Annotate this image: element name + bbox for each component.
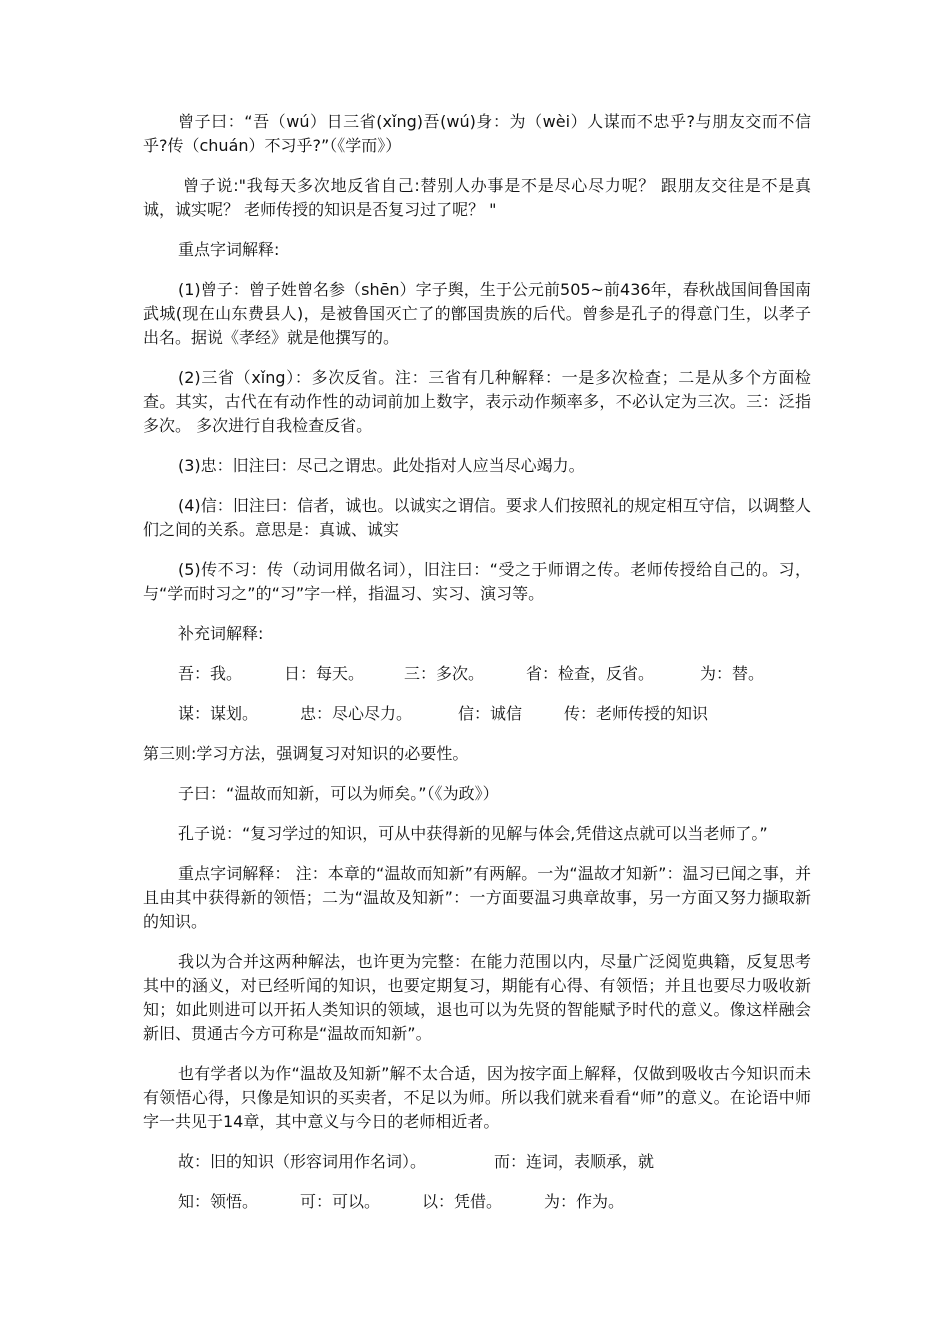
definition-term: 信：诚信 bbox=[458, 704, 523, 723]
paragraph-note-5: (5)传不习：传（动词用做名词），旧注曰：“受之于师谓之传。老师传授给自己的。习，与“学而时习之”的“习”字一样，指温习、实习、演习等。 bbox=[143, 560, 811, 603]
definition-term: 省：检查，反省。 bbox=[526, 664, 655, 683]
definition-row-3 bbox=[143, 1150, 811, 1174]
definition-row-1 bbox=[143, 662, 811, 686]
definition-term: 三：多次。 bbox=[404, 664, 485, 683]
paragraph-note-4: (4)信：旧注曰：信者，诚也。以诚实之谓信。要求人们按照礼的规定相互守信，以调整人们之间的关系。意思是：真诚、诚实 bbox=[143, 496, 811, 539]
paragraph-commentary-1: 我以为合并这两种解法，也许更为完整：在能力范围以内，尽量广泛阅览典籍，反复思考其中的涵义，对已经听闻的知识，也要定期复习，期能有心得、有领悟；并且也要尽力吸收新知；如此则进可以开拓人类知识的领域，退也可以为先贤的智能赋予时代的意义。像这样融会新旧、贯通古今方可称是“温故而知新”。 bbox=[143, 952, 811, 1043]
definition-term: 以：凭借。 bbox=[422, 1192, 503, 1211]
definition-term: 忠：尽心尽力。 bbox=[300, 704, 413, 723]
definition-term: 可：可以。 bbox=[300, 1192, 381, 1211]
paragraph-translation-confucius: 孔子说：“复习学过的知识，可从中获得新的见解与体会,凭借这点就可以当老师了。” bbox=[178, 824, 768, 843]
paragraph-note-1: (1)曾子：曾子姓曾名参（shēn）字子舆，生于公元前505~前436年，春秋战国间鲁国南武城(现在山东费县人)，是被鲁国灭亡了的鄫国贵族的后代。曾参是孔子的得意门生，以孝子出名。据说《孝经》就是他撰写的。 bbox=[143, 280, 811, 347]
definition-term: 日：每天。 bbox=[284, 664, 365, 683]
definition-term: 谋：谋划。 bbox=[178, 704, 259, 723]
paragraph-section-three: 第三则:学习方法，强调复习对知识的必要性。 bbox=[143, 744, 469, 763]
paragraph-heading-key-words: 重点字词解释: bbox=[178, 240, 280, 259]
paragraph-quote-confucius: 子曰：“温故而知新，可以为师矣。”（《为政》） bbox=[178, 784, 499, 803]
definition-term: 故：旧的知识（形容词用作名词）。 bbox=[178, 1152, 427, 1171]
definition-row-4 bbox=[143, 1190, 811, 1214]
paragraph-commentary-2: 也有学者以为作“温故及知新”解不太合适，因为按字面上解释，仅做到吸收古今知识而未有领悟心得，只像是知识的买卖者，不足以为师。所以我们就来看看“师”的意义。在论语中师字一共见于14章，其中意义与今日的老师相近者。 bbox=[143, 1064, 811, 1131]
paragraph-note-3: (3)忠：旧注曰：尽己之谓忠。此处指对人应当尽心竭力。 bbox=[178, 456, 585, 475]
definition-term: 吾：我。 bbox=[178, 664, 243, 683]
paragraph-translation-zengzi: 曾子说:"我每天多次地反省自己:替别人办事是不是尽心尽力呢？ 跟朋友交往是不是真诚，诚实呢？ 老师传授的知识是否复习过了呢？ " bbox=[143, 176, 811, 219]
paragraph-quote-zengzi: 曾子曰：“吾（wú）日三省(xǐng)吾(wú)身：为（wèi）人谋而不忠乎?与朋友交而不信乎?传（chuán）不习乎?”（《学而》） bbox=[143, 112, 811, 155]
definition-term: 为：作为。 bbox=[544, 1192, 625, 1211]
definition-term: 为：替。 bbox=[700, 664, 765, 683]
definition-term: 而：连词，表顺承，就 bbox=[494, 1152, 655, 1171]
definition-term: 传：老师传授的知识 bbox=[564, 704, 709, 723]
paragraph-note-2: (2)三省（xǐng）：多次反省。注：三省有几种解释：一是多次检查；二是从多个方面检查。其实，古代在有动作性的动词前加上数字，表示动作频率多，不必认定为三次。三：泛指多次。 多次进行自我检查反省。 bbox=[143, 368, 811, 435]
paragraph-key-words-explanation: 重点字词解释： 注：本章的“温故而知新”有两解。一为“温故才知新”：温习已闻之事，并且由其中获得新的领悟；二为“温故及知新”：一方面要温习典章故事，另一方面又努力撷取新的知识。 bbox=[143, 864, 811, 931]
paragraph-heading-supplement: 补充词解释: bbox=[178, 624, 264, 643]
definition-row-2 bbox=[143, 702, 811, 726]
definition-term: 知：领悟。 bbox=[178, 1192, 259, 1211]
document-page bbox=[143, 110, 811, 1230]
